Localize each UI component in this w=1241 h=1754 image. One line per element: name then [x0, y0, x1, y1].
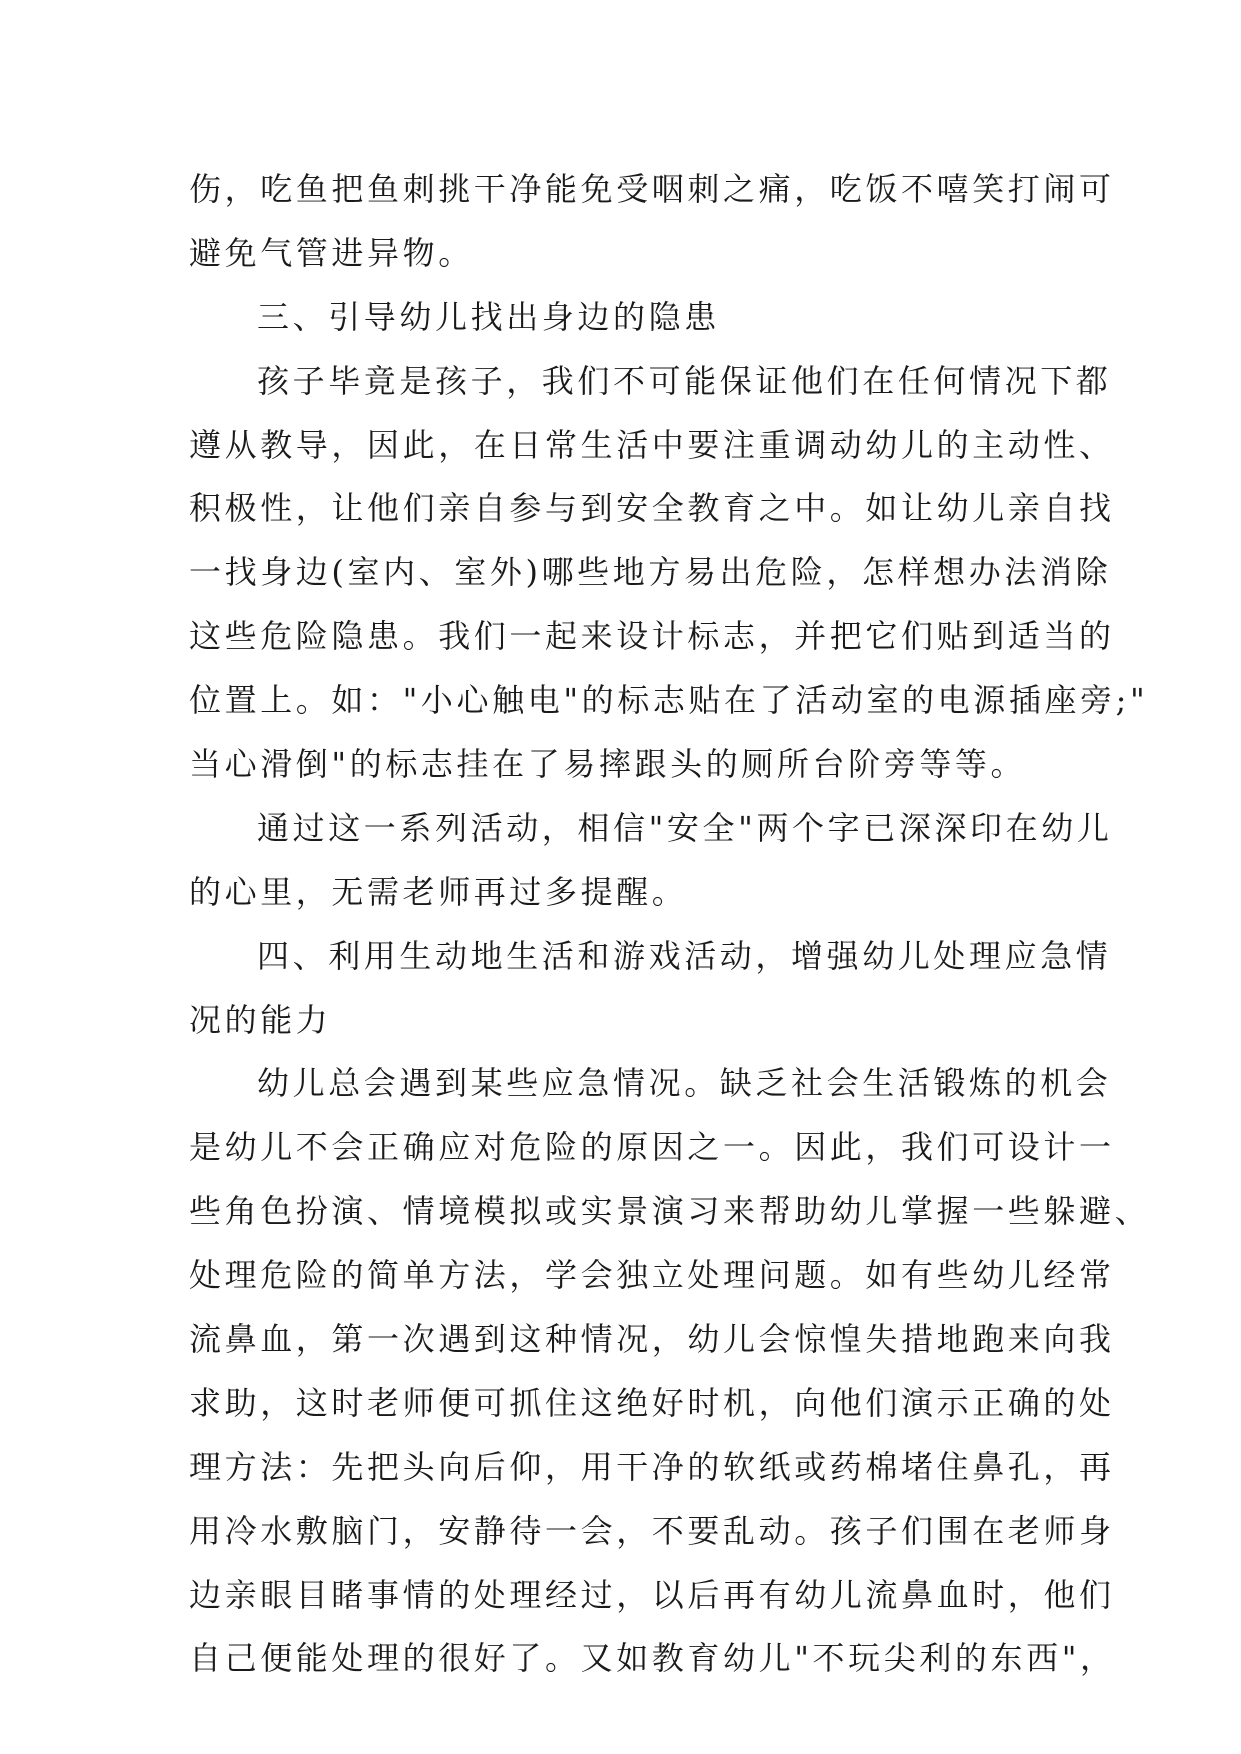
text-line: 这些危险隐患。我们一起来设计标志，并把它们贴到适当的 — [189, 617, 1115, 656]
text-line: 流鼻血，第一次遇到这种情况，幼儿会惊惶失措地跑来向我 — [189, 1320, 1115, 1359]
text-line: 处理危险的简单方法，学会独立处理问题。如有些幼儿经常 — [189, 1256, 1115, 1295]
section-heading: 四、利用生动地生活和游戏活动，增强幼儿处理应急情 — [257, 936, 1112, 975]
text-line: 避免气管进异物。 — [189, 233, 474, 272]
text-line: 自己便能处理的很好了。又如教育幼儿"不玩尖利的东西"， — [189, 1639, 1116, 1678]
text-line: 一找身边(室内、室外)哪些地方易出危险，怎样想办法消除 — [189, 553, 1112, 592]
text-line: 用冷水敷脑门，安静待一会，不要乱动。孩子们围在老师身 — [189, 1511, 1115, 1550]
text-line: 边亲眼目睹事情的处理经过，以后再有幼儿流鼻血时，他们 — [189, 1575, 1115, 1614]
text-line: 位置上。如："小心触电"的标志贴在了活动室的电源插座旁;" — [189, 681, 1149, 720]
text-line: 孩子毕竟是孩子，我们不可能保证他们在任何情况下都 — [257, 361, 1112, 400]
text-line: 伤，吃鱼把鱼刺挑干净能免受咽刺之痛，吃饭不嘻笑打闹可 — [189, 170, 1115, 208]
text-line: 积极性，让他们亲自参与到安全教育之中。如让幼儿亲自找 — [189, 489, 1115, 528]
text-line: 通过这一系列活动，相信"安全"两个字已深深印在幼儿 — [257, 808, 1113, 847]
section-heading: 三、引导幼儿找出身边的隐患 — [257, 297, 720, 336]
text-line: 些角色扮演、情境模拟或实景演习来帮助幼儿掌握一些躲避、 — [189, 1192, 1151, 1231]
section-heading-continued: 况的能力 — [189, 1000, 332, 1039]
text-line: 是幼儿不会正确应对危险的原因之一。因此，我们可设计一 — [189, 1128, 1115, 1167]
text-line: 当心滑倒"的标志挂在了易摔跟头的厕所台阶旁等等。 — [189, 745, 1027, 784]
document-body — [189, 158, 1151, 1691]
text-line: 理方法：先把头向后仰，用干净的软纸或药棉堵住鼻孔，再 — [189, 1447, 1115, 1486]
text-line: 的心里，无需老师再过多提醒。 — [189, 872, 688, 911]
text-line: 遵从教导，因此，在日常生活中要注重调动幼儿的主动性、 — [189, 425, 1115, 464]
text-line: 求助，这时老师便可抓住这绝好时机，向他们演示正确的处 — [189, 1383, 1115, 1422]
text-line: 幼儿总会遇到某些应急情况。缺乏社会生活锻炼的机会 — [257, 1064, 1112, 1103]
